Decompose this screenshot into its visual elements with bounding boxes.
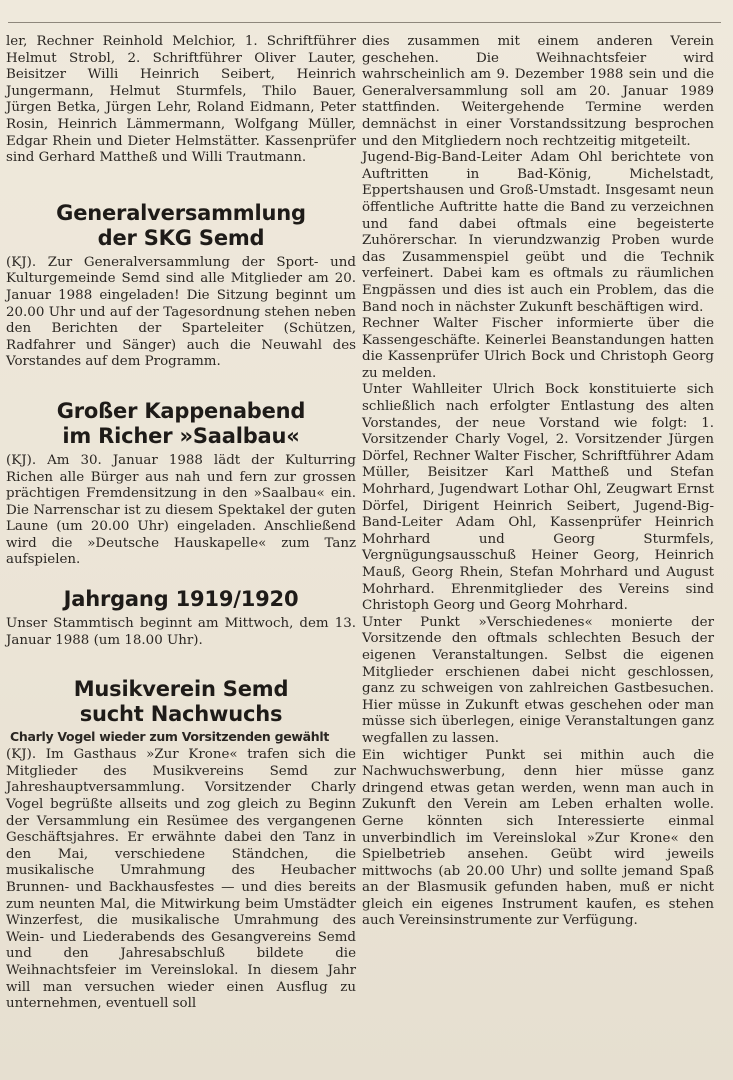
article-body: Unser Stammtisch beginnt am Mittwoch, dem 13. Januar 1988 (um 18.00 Uhr). (6, 616, 356, 648)
headline-line-1: Musikverein Semd (73, 677, 289, 702)
article-musikverein (6, 677, 356, 1013)
article-body: (KJ). Zur Generalversammlung der Sport- und Kulturgemeinde Semd sind alle Mitglieder am 20. Januar 1988 eingeladen! Die Sitzung beginnt um 20.00 Uhr und auf der Tagesordnung stehen neben den Berichten der Sparteleiter (Schützen, Radfahrer und Sänger) auch die Neuwahl des Vorstandes auf dem Programm. (6, 254, 356, 370)
headline-line-2: im Richer »Saalbau« (62, 423, 300, 448)
headline-line-1: Generalversammlung (56, 200, 306, 225)
headline-line-1: Großer Kappenabend (56, 398, 306, 423)
top-rule (8, 22, 721, 23)
article-body: (KJ). Am 30. Januar 1988 lädt der Kulturring Richen alle Bürger aus nah und fern zur grossen prächtigen Fremdensitzung in den »Saalbau« ein. Die Narrenschar ist zu diesem Spektakel der guten Laune (um 20.00 Uhr) eingeladen. Anschließend wird die »Deutsche Hauskapelle« zum Tanz aufspielen. (6, 452, 356, 568)
article-skg-semd (6, 201, 356, 371)
paragraph-big-band: Jugend-Big-Band-Leiter Adam Ohl berichtete von Auftritten in Bad-König, Michelstadt, Eppertshausen und Groß-Umstadt. Insgesamt neun öffentliche Auftritte hatte die Band zu verzeichnen und fand dabei oftmals eine begeisterte Zuhörerschar. In vierundzwanzig Proben wurde das Zusammenspiel geübt und die Technik verfeinert. Dabei kam es oftmals zu räumlichen Engpässen und dies ist auch ein Problem, das die Band noch in nächster Zukunft beschäftigen wird. (362, 150, 714, 315)
left-column (6, 34, 356, 1013)
paragraph-termine: dies zusammen mit einem anderen Verein geschehen. Die Weihnachtsfeier wird wahrscheinlich am 9. Dezember 1988 sein und die Generalversammlung soll am 20. Januar 1989 stattfinden. Weitergehende Termine werden demnächst in einer Vorstandssitzung besprochen und den Mitgliedern noch rechtzeitig mitgeteilt. (362, 34, 714, 149)
article-kappenabend (6, 399, 356, 569)
right-column (362, 34, 714, 930)
paragraph-nachwuchs: Ein wichtiger Punkt sei mithin auch die Nachwuchswerbung, denn hier müsse ganz dringend etwas getan werden, wenn man auch in Zukunft den Verein am Leben erhalten wolle. Gerne könnten sich Interessierte einmal unverbindlich im Vereinslokal »Zur Krone« den Spielbetrieb ansehen. Geübt wird jeweils mittwochs (ab 20.00 Uhr) und sollte jemand Spaß an der Blasmusik gefunden haben, muß er nicht gleich ein eigenes Instrument kaufen, es stehen auch Vereinsinstrumente zur Verfügung. (362, 747, 714, 929)
headline-line-2: sucht Nachwuchs (79, 702, 283, 727)
article-body: (KJ). Im Gasthaus »Zur Krone« trafen sich die Mitglieder des Musikvereins Semd zur Jahreshauptversammlung. Vorsitzender Charly Vogel begrüßte allseits und zog gleich zu Beginn der Versammlung ein Resümee des vergangenen Geschäftsjahres. Er erwähnte dabei den Tanz in den Mai, verschiedene Ständchen, die musikalische Umrahmung des Heubacher Brunnen- und Backhausfestes — und dies bereits zum neunten Mal, die Mitwirkung beim Umstädter Winzerfest, die musikalische Umrahmung des Wein- und Liederabends des Gesangvereins Semd und den Jahresabschluß bildete die Weihnachtsfeier im Vereinslokal. In diesem Jahr will man versuchen wieder einen Ausflug zu unternehmen, eventuell soll (6, 747, 356, 1012)
intro-paragraph: ler, Rechner Reinhold Melchior, 1. Schriftführer Helmut Strobl, 2. Schriftführer Oliver Lauter, Beisitzer Willi Heinrich Seibert, Heinrich Jungermann, Helmut Sturmfels, Thilo Bauer, Jürgen Betka, Jürgen Lehr, Roland Eidmann, Peter Rosin, Heinrich Lämmermann, Wolfgang Müller, Edgar Rhein und Dieter Helmstätter. Kassenprüfer sind Gerhard Mattheß und Willi Trautmann. (6, 34, 356, 166)
headline-line-2: der SKG Semd (97, 225, 265, 250)
paragraph-kasse: Rechner Walter Fischer informierte über die Kassengeschäfte. Keinerlei Beanstandungen hatten die Kassenprüfer Ulrich Bock und Christoph Georg zu melden. (362, 316, 714, 381)
headline: Jahrgang 1919/1920 (63, 587, 299, 612)
subheadline: Charly Vogel wieder zum Vorsitzenden gewählt (10, 729, 330, 745)
paragraph-vorstand: Unter Wahlleiter Ulrich Bock konstituierte sich schließlich nach erfolgter Entlastung des alten Vorstandes, der neue Vorstand wie folgt: 1. Vorsitzender Charly Vogel, 2. Vorsitzender Jürgen Dörfel, Rechner Walter Fischer, Schriftführer Adam Müller, Beisitzer Karl Mattheß und Stefan Mohrhard, Jugendwart Lothar Ohl, Zeugwart Ernst Dörfel, Dirigent Heinrich Seibert, Jugend-Big-Band-Leiter Adam Ohl, Kassenprüfer Heinrich Mohrhard und Georg Sturmfels, Vergnügungsausschuß Heiner Georg, Heinrich Mauß, Georg Rhein, Stefan Mohrhard und August Mohrhard. Ehrenmitglieder des Vereins sind Christoph Georg und Georg Mohrhard. (362, 382, 714, 614)
article-jahrgang (6, 587, 356, 649)
paragraph-verschiedenes: Unter Punkt »Verschiedenes« monierte der Vorsitzende den oftmals schlechten Besuch der eigenen Veranstaltungen. Selbst die eigenen Mitglieder erschienen dabei nicht geschlossen, ganz zu schweigen von zahlreichen Gastbesuchen. Hier müsse in Zukunft etwas geschehen oder man müsse sich überlegen, einige Veranstaltungen ganz wegfallen zu lassen. (362, 614, 714, 746)
